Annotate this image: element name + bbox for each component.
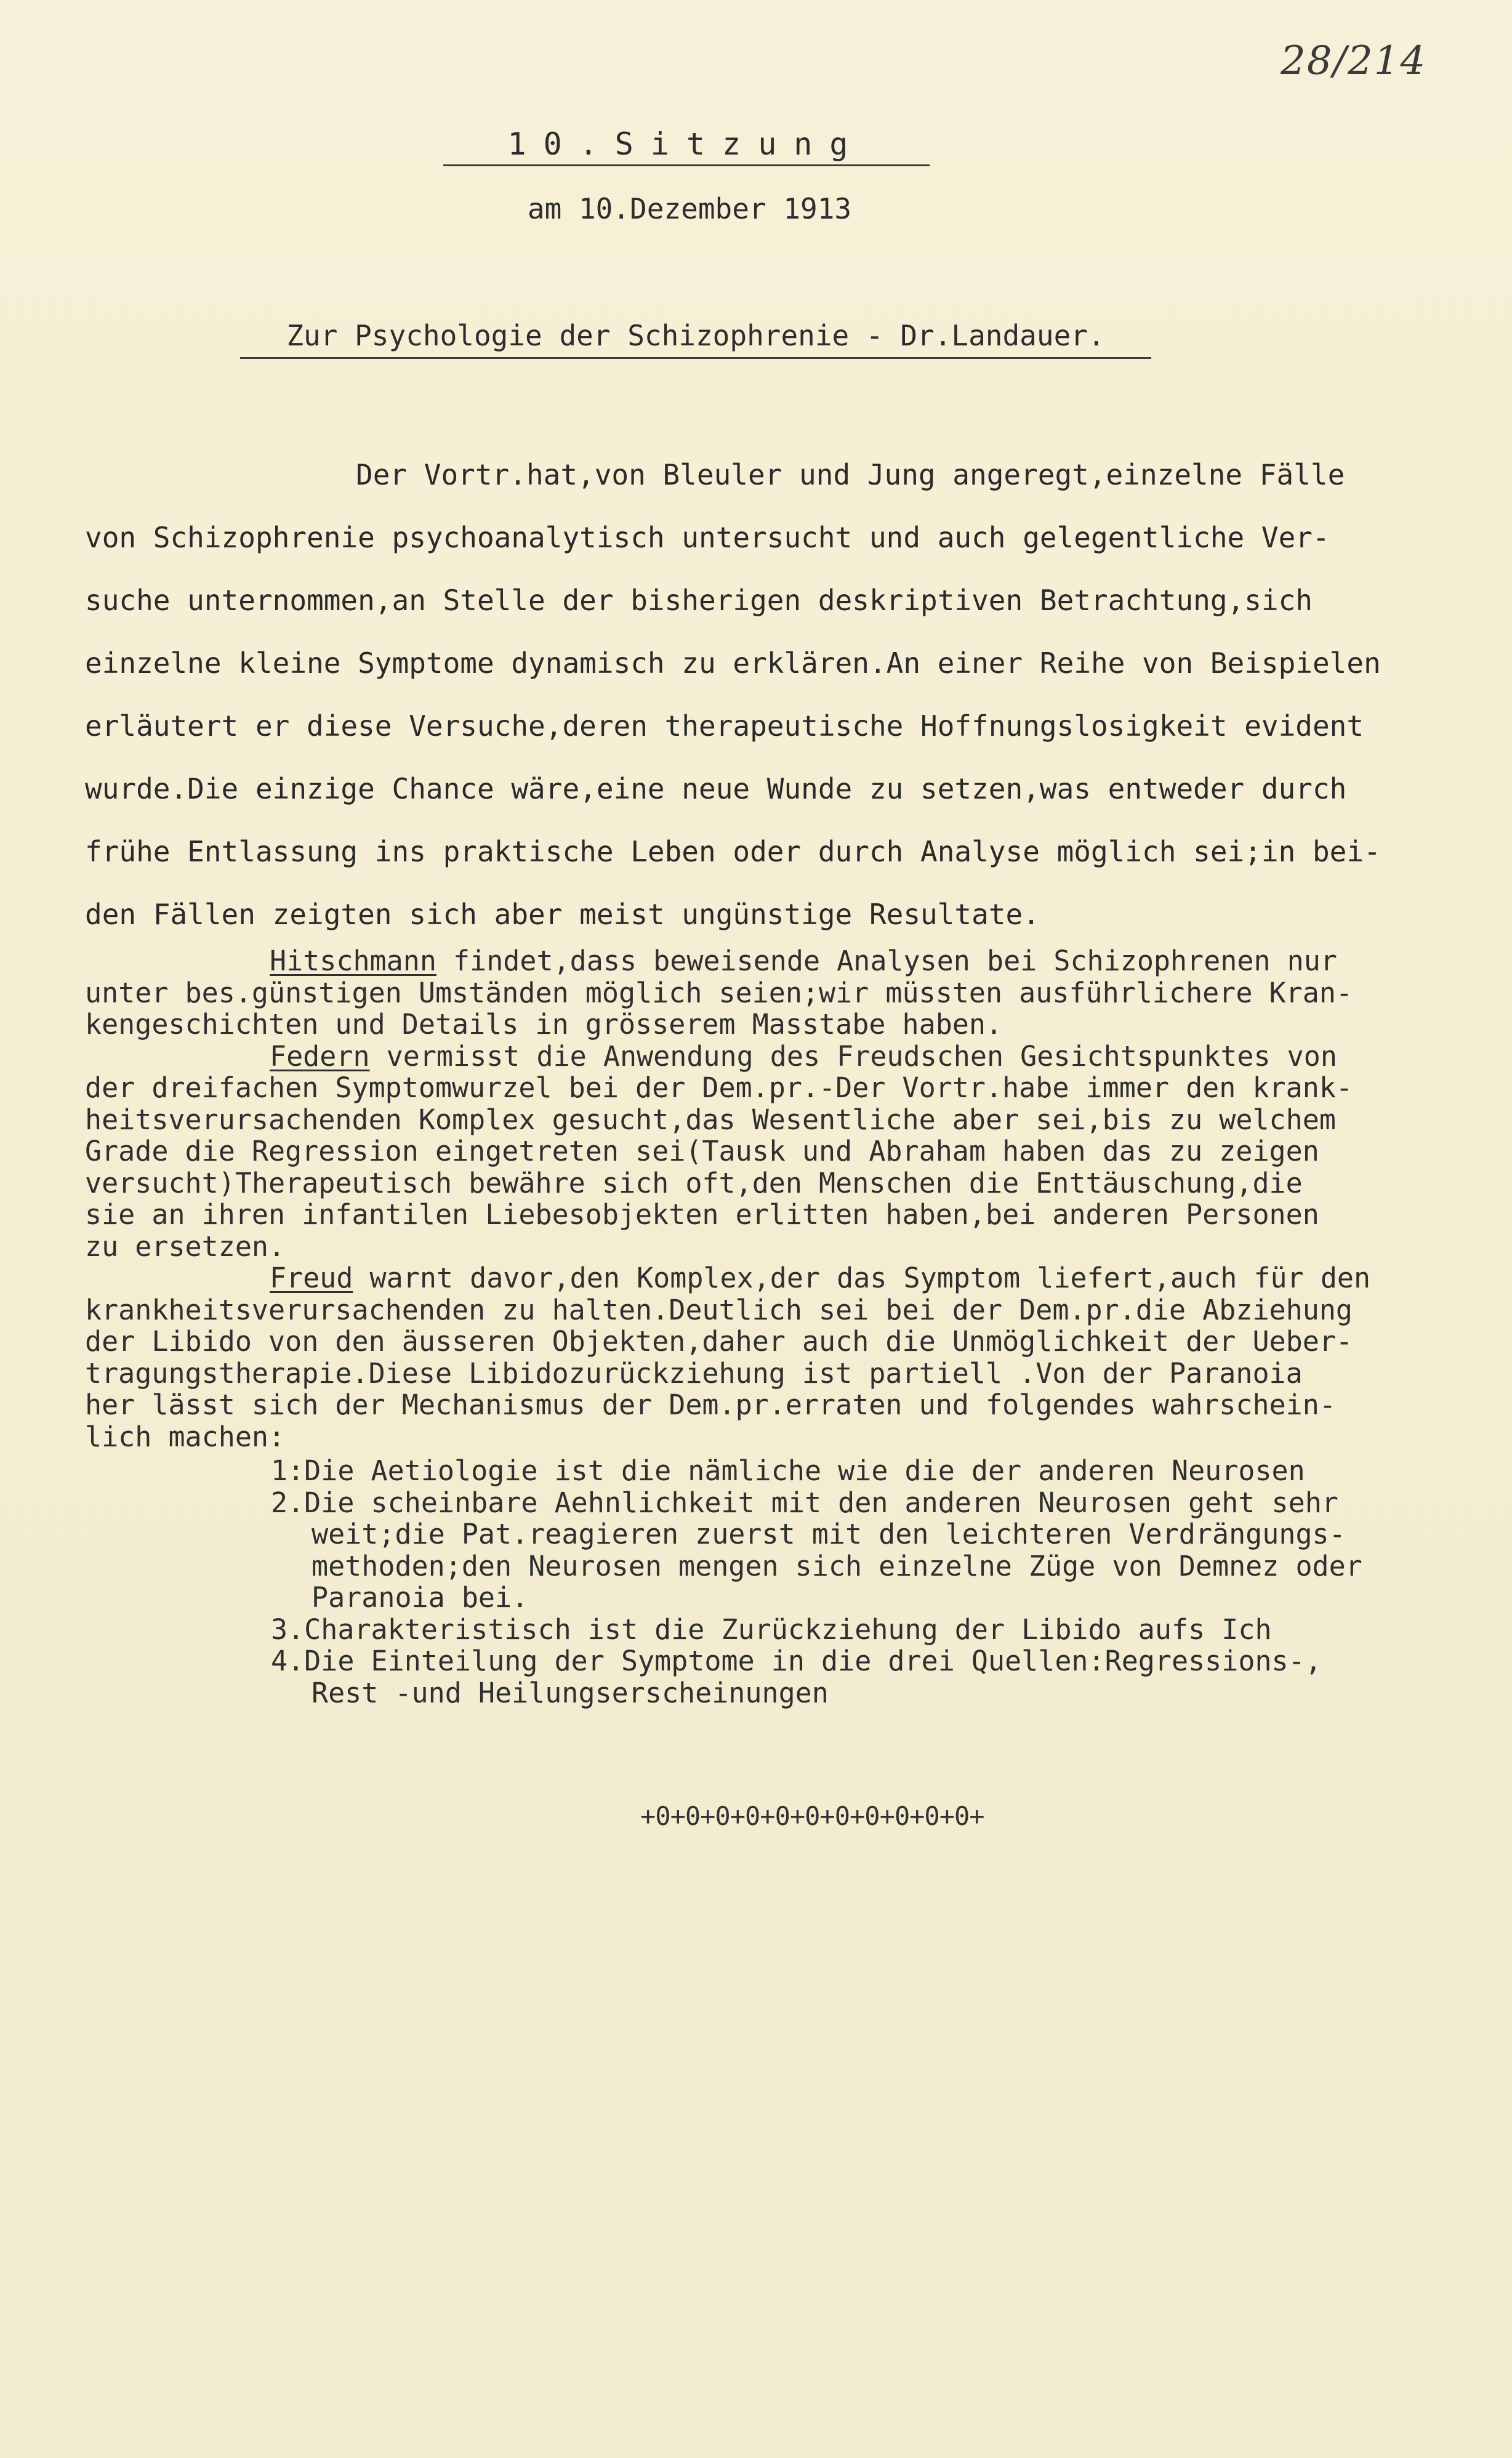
speaker-name: Freud — [270, 1262, 353, 1294]
discussion-text: findet,dass beweisende Analysen bei Schizophrenen nur — [436, 945, 1337, 977]
list-item: 3.Charakteristisch ist die Zurückziehung der Libido aufs Ich — [271, 1613, 1272, 1646]
speaker-name: Hitschmann — [270, 945, 436, 977]
discussion-line: unter bes.günstigen Umständen möglich seien;wir müssten ausführlichere Kran- — [85, 976, 1353, 1009]
discussion-text: warnt davor,den Komplex,der das Symptom liefert,auch für den — [353, 1262, 1371, 1294]
list-item-continuation: weit;die Pat.reagieren zuerst mit den leichteren Verdrängungs- — [312, 1518, 1346, 1550]
list-item: 2.Die scheinbare Aehnlichkeit mit den anderen Neurosen geht sehr — [271, 1486, 1338, 1519]
text-line: Der Vortr.hat,von Bleuler und Jung angeregt,einzelne Fälle — [356, 458, 1345, 491]
discussion-line: zu ersetzen. — [85, 1230, 286, 1263]
discussion-line — [85, 1041, 1501, 1073]
session-date: am 10.Dezember 1913 — [527, 192, 852, 225]
discussion-line: krankheitsverursachenden zu halten.Deutlich sei bei der Dem.pr.die Abziehung — [85, 1293, 1353, 1326]
discussion — [85, 945, 1501, 1453]
list-item-continuation: Paranoia bei. — [312, 1581, 529, 1614]
discussion-text: vermisst die Anwendung des Freudschen Gesichtspunktes von — [369, 1039, 1337, 1073]
discussion-line: kengeschichten und Details in grösserem Masstabe haben. — [85, 1008, 1003, 1041]
discussion-line: tragungstherapie.Diese Libidozurückziehung ist partiell .Von der Paranoia — [85, 1356, 1303, 1390]
text-line: wurde.Die einzige Chance wäre,eine neue Wunde zu setzen,was entweder durch — [85, 772, 1347, 805]
discussion-line: lich machen: — [85, 1420, 286, 1453]
discussion-line: der dreifachen Symptomwurzel bei der Dem.pr.-Der Vortr.habe immer den krank- — [85, 1071, 1353, 1104]
lecture-summary — [85, 443, 1476, 946]
text-line: den Fällen zeigten sich aber meist ungünstige Resultate. — [85, 898, 1040, 931]
discussion-line: her lässt sich der Mechanismus der Dem.pr.erraten und folgendes wahrschein- — [85, 1388, 1336, 1421]
list-item: 4.Die Einteilung der Symptome in die drei Quellen:Regressions-, — [271, 1645, 1322, 1677]
text-line: von Schizophrenie psychoanalytisch untersucht und auch gelegentliche Ver- — [85, 521, 1330, 554]
discussion-line: versucht)Therapeutisch bewähre sich oft,den Menschen die Enttäuschung,die — [85, 1166, 1303, 1199]
list-item-continuation: methoden;den Neurosen mengen sich einzelne Züge von Demnez oder — [312, 1549, 1362, 1582]
discussion-line: heitsverursachenden Komplex gesucht,das Wesentliche aber sei,bis zu welchem — [85, 1103, 1336, 1136]
section-separator: +0+0+0+0+0+0+0+0+0+0+0+ — [640, 1801, 984, 1831]
text-line: frühe Entlassung ins praktische Leben oder durch Analyse möglich sei;in bei- — [85, 835, 1381, 868]
session-title: 10.Sitzung — [443, 126, 930, 166]
text-line: einzelne kleine Symptome dynamisch zu erklären.An einer Reihe von Beispielen — [85, 647, 1381, 680]
text-line: suche unternommen,an Stelle der bisherigen deskriptiven Betrachtung,sich — [85, 584, 1313, 617]
text-line: erläutert er diese Versuche,deren therapeutische Hoffnungslosigkeit evident — [85, 709, 1364, 743]
discussion-line — [85, 945, 1501, 977]
freud-points-list — [271, 1455, 1496, 1709]
discussion-line: der Libido von den äusseren Objekten,daher auch die Unmöglichkeit der Ueber- — [85, 1325, 1353, 1358]
discussion-line — [85, 1262, 1501, 1294]
list-item-continuation: Rest -und Heilungserscheinungen — [312, 1676, 829, 1709]
speaker-name: Federn — [270, 1039, 370, 1073]
list-item: 1:Die Aetiologie ist die nämliche wie die der anderen Neurosen — [271, 1454, 1305, 1487]
archive-number: 28/214 — [1281, 38, 1427, 84]
discussion-line: Grade die Regression eingetreten sei(Tausk und Abraham haben das zu zeigen — [85, 1135, 1319, 1167]
talk-title: Zur Psychologie der Schizophrenie - Dr.Landauer. — [240, 319, 1151, 359]
discussion-line: sie an ihren infantilen Liebesobjekten erlitten haben,bei anderen Personen — [85, 1198, 1319, 1231]
